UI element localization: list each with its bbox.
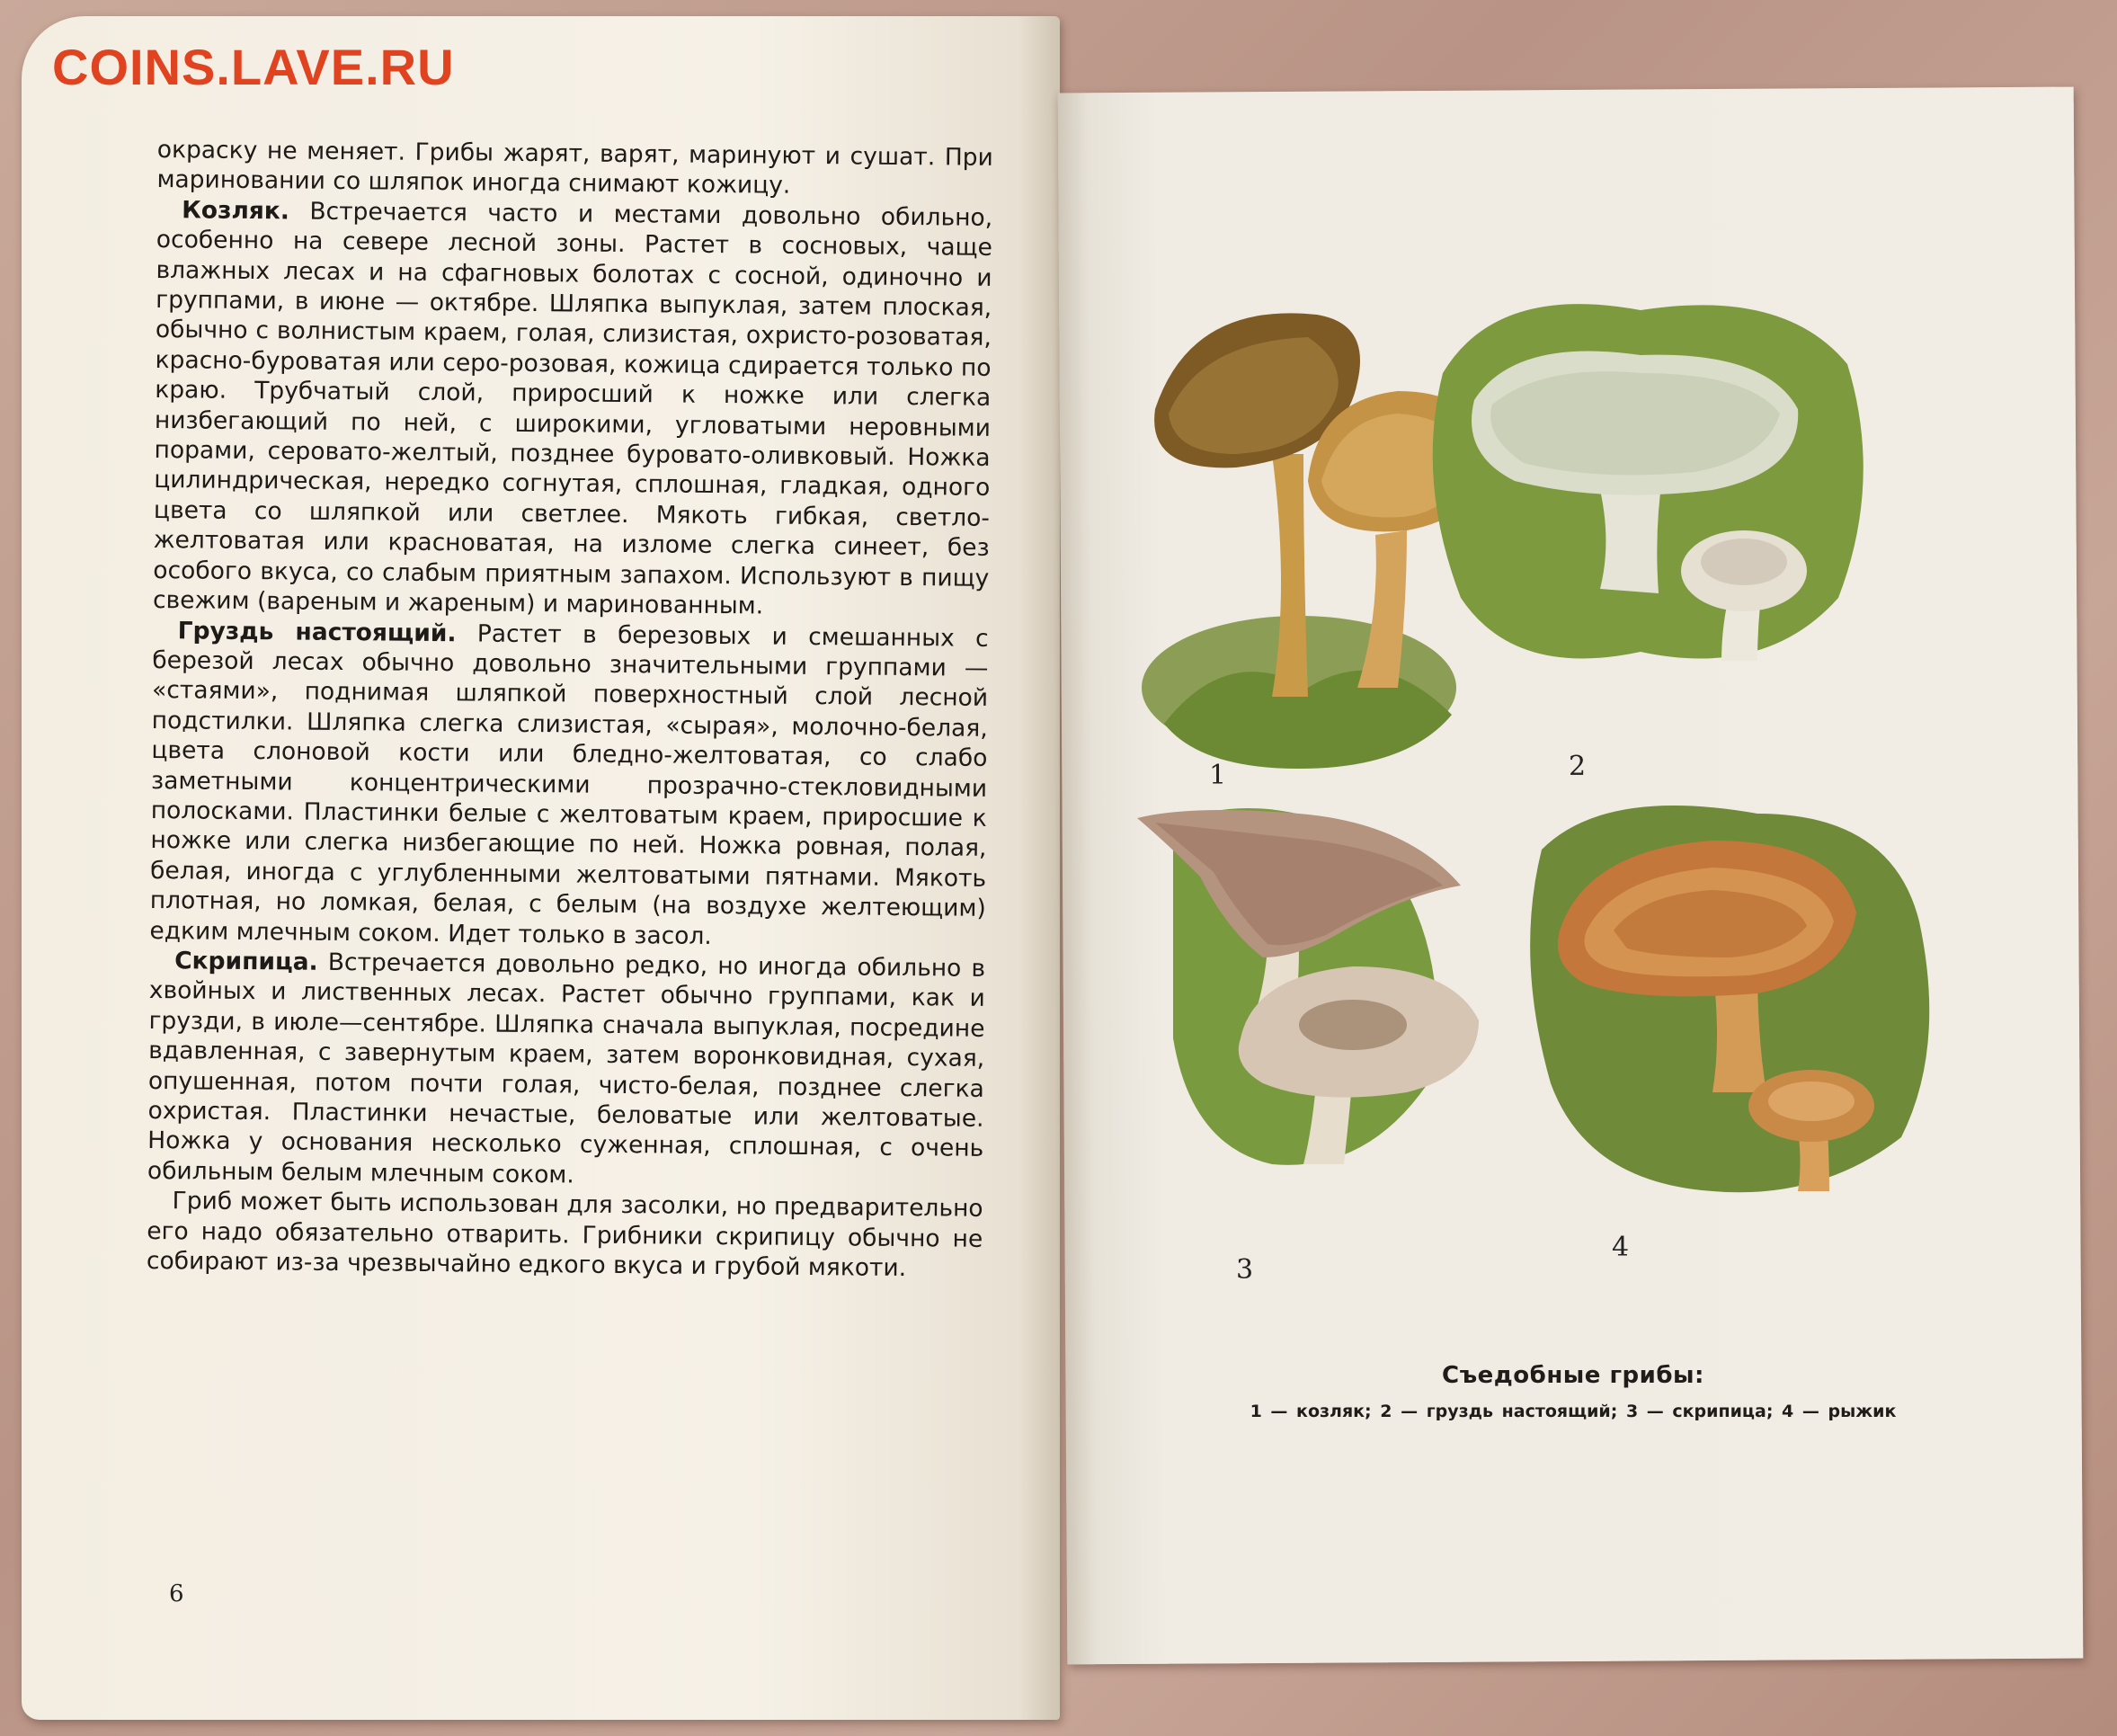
caption-title: Съедобные грибы: bbox=[1442, 1362, 1704, 1389]
mushroom-gruzd-illustration bbox=[1433, 304, 1863, 661]
figure-caption bbox=[1142, 1362, 2005, 1421]
paragraph-1: окраску не меняет. Грибы жарят, варят, маринуют и сушат. При мариновании со шляпок иногда снимают кожицу. bbox=[156, 135, 993, 200]
figure-number-2: 2 bbox=[1569, 751, 1587, 782]
page-number: 6 bbox=[169, 1580, 184, 1607]
left-page-text bbox=[147, 135, 993, 1284]
figure-number-1: 1 bbox=[1209, 760, 1227, 791]
caption-legend: 1 — козляк; 2 — груздь настоящий; 3 — скрипица; 4 — рыжик bbox=[1250, 1402, 1897, 1421]
mushroom-skripitsa-illustration bbox=[1137, 808, 1479, 1165]
watermark: COINS.LAVE.RU bbox=[52, 39, 455, 95]
paragraph-kozlyak: Козляк. Встречается часто и местами довольно обильно, особенно на севере лесной зоны. Растет в сосновых, чаще влажных лесах и на сфагновых болотах с сосной, одиночно и группами, в июне — октябре. Шляпка выпуклая, затем плоская, обычно с волнистым краем, голая, слизистая, охристо-розоватая, красно-буроватая или серо-розовая, кожица сдирается только по краю. Трубчатый слой, приросший к ножке или слегка низбегающий по ней, с широкими, угловатыми неровными порами, серовато-желтый, позднее буровато-оливковый. Ножка цилиндрическая, нередко согнутая, сплошная, гладкая, одного цвета со шляпкой или светлее. Мякоть гибкая, светло-желтоватая или красноватая, на изломе слегка синеет, без особого вкуса, со слабым приятным запахом. Используют в пищу свежим (вареным и жареным) и маринованным. bbox=[152, 196, 993, 620]
paragraph-gruzd: Груздь настоящий. Растет в березовых и смешанных с березой лесах обычно довольно значительными группами — «стаями», поднимая шляпкой поверхностный слой лесной подстилки. Шляпка слегка слизистая, «сырая», молочно-белая, цвета слоновой кости или бледно-желтоватая, со слабо заметными концентрическими прозрачно-стекловидными полосками. Пластинки белые с желтоватым краем, приросшие к ножке или слегка низбегающие по ней. Ножка ровная, полая, белая, иногда с углубленными желтоватыми пятнами. Мякоть плотная, но ломкая, белая, с белым (на воздухе желтеющим) едким млечным соком. Идет только в засол. bbox=[149, 616, 989, 950]
mushroom-illustrations bbox=[1137, 301, 2018, 1317]
mushroom-ryzhik-illustration bbox=[1530, 806, 1929, 1192]
paragraph-final: Гриб может быть использован для засолки, но предварительно его надо обязательно отварить. Грибники скрипицу обычно не собирают из-за чрезвычайно едкого вкуса и грубой мякоти. bbox=[146, 1187, 983, 1283]
figure-number-3: 3 bbox=[1236, 1254, 1254, 1286]
paragraph-skripitsa: Скрипица. Встречается довольно редко, но иногда обильно в хвойных и лиственных лесах. Растет обычно группами, как и грузди, в июле—сентябре. Шляпка сначала выпуклая, посредине вдавленная, с завернутым краем, затем воронковидная, сухая, опушенная, потом почти голая, чисто-белая, позднее слегка охристая. Пластинки нечастые, беловатые или желтоватые. Ножка у основания несколько суженная, сплошная, с очень обильным белым млечным соком. bbox=[147, 947, 986, 1189]
figure-number-4: 4 bbox=[1612, 1232, 1630, 1263]
mushroom-kozlyak-illustration bbox=[1142, 313, 1488, 769]
